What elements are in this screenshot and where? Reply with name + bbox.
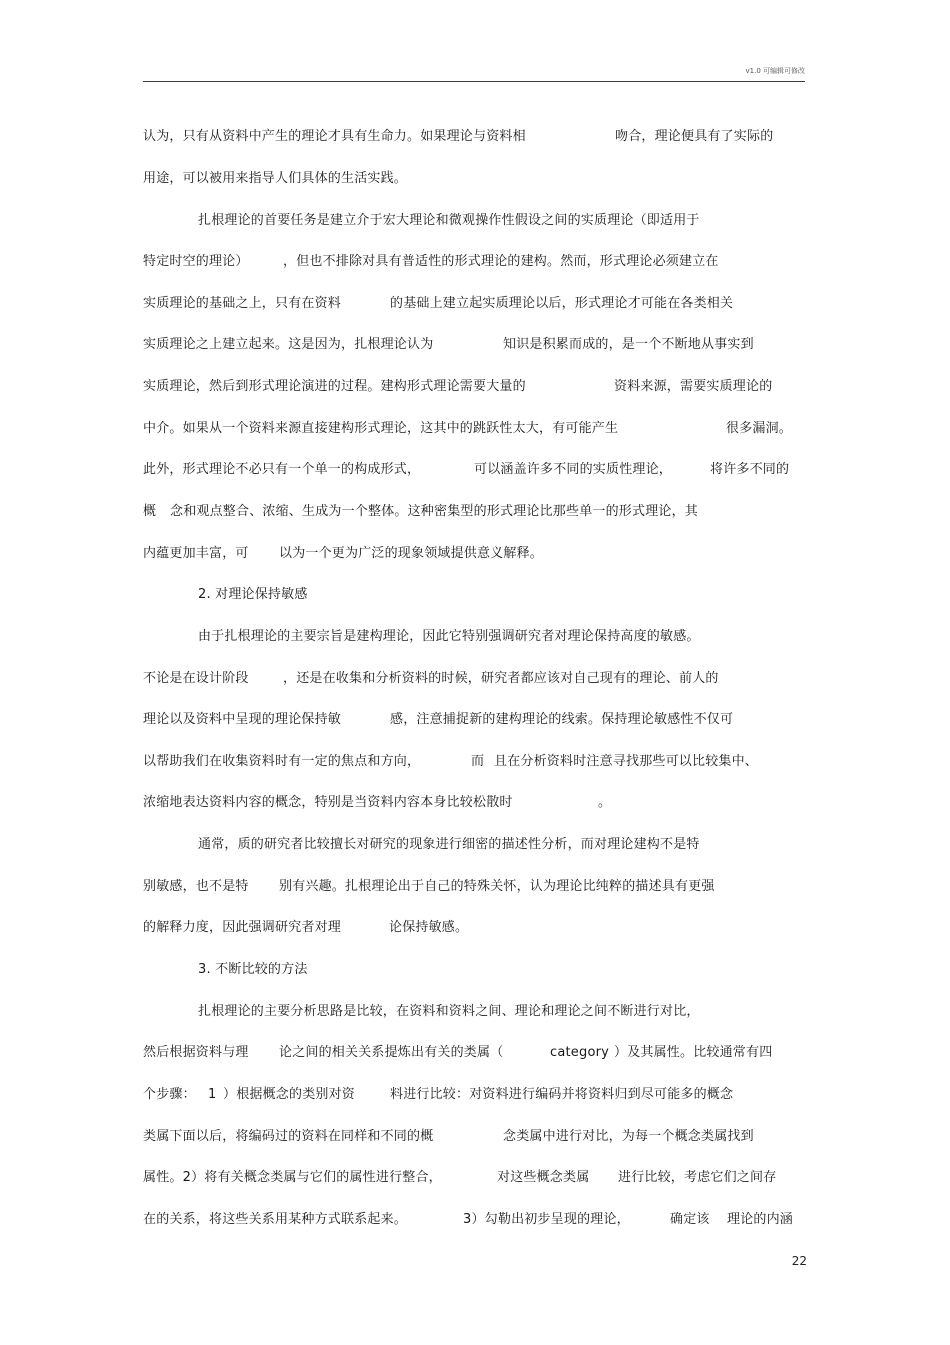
text-segment: 特定时空的理论） [143, 254, 249, 269]
text-segment: 2. 对理论保持敏感 [198, 587, 308, 602]
text-segment: 属性。2）将有关概念类属与它们的属性进行整合， [143, 1170, 442, 1185]
text-segment: 别敏感，也不是特 [143, 879, 249, 894]
text-segment: category [550, 1045, 610, 1060]
text-segment: 内蕴更加丰富，可 [143, 546, 249, 561]
text-line [0, 1169, 950, 1191]
text-segment: 确定该 [670, 1212, 710, 1227]
header-version-label: v1.0 可编辑可修改 [745, 67, 805, 75]
text-line [0, 753, 950, 775]
text-segment: 进行比较，考虑它们之间存 [618, 1170, 777, 1185]
text-segment: 可以涵盖许多不同的实质性理论， [474, 462, 673, 477]
section-heading [0, 961, 950, 983]
text-segment: 而 [471, 754, 485, 769]
text-segment: 然后根据资料与理 [143, 1045, 249, 1060]
text-segment: 以帮助我们在收集资料时有一定的焦点和方向， [143, 754, 421, 769]
text-line [0, 878, 950, 900]
text-line [0, 1211, 950, 1233]
text-line [0, 170, 950, 192]
text-line [0, 670, 950, 692]
text-segment: 通常，质的研究者比较擅长对研究的现象进行细密的描述性分析，而对理论建构不是特 [198, 837, 700, 852]
text-line [0, 1044, 950, 1066]
text-line [0, 461, 950, 483]
text-segment: 资料来源，需要实质理论的 [614, 379, 773, 394]
text-segment: 对这些概念类属 [497, 1170, 590, 1185]
text-segment: 用途，可以被用来指导人们具体的生活实践。 [143, 171, 408, 186]
text-line [0, 1086, 950, 1108]
text-line [0, 1003, 950, 1025]
text-segment: ）根据概念的类别对资 [223, 1087, 356, 1102]
text-segment: 3）勾勒出初步呈现的理论， [463, 1212, 630, 1227]
text-segment: 此外，形式理论不必只有一个单一的构成形式， [143, 462, 421, 477]
text-segment: 感，注意捕捉新的建构理论的线索。保持理论敏感性不仅可 [390, 712, 734, 727]
text-segment: 不论是在设计阶段 [143, 671, 249, 686]
text-line [0, 212, 950, 234]
text-line [0, 295, 950, 317]
text-segment: 认为，只有从资料中产生的理论才具有生命力。如果理论与资料相 [143, 129, 526, 144]
text-segment: 将许多不同的 [710, 462, 790, 477]
text-line [0, 336, 950, 358]
page-number: 22 [791, 1254, 807, 1268]
text-line [0, 420, 950, 442]
text-segment: 念类属中进行对比，为每一个概念类属找到 [503, 1129, 754, 1144]
text-segment: 料进行比较：对资料进行编码并将资料归到尽可能多的概念 [390, 1087, 734, 1102]
text-line [0, 253, 950, 275]
text-segment: 的基础上建立起实质理论以后，形式理论才可能在各类相关 [390, 296, 734, 311]
text-line [0, 711, 950, 733]
text-segment: 个步骤： [143, 1087, 196, 1102]
text-segment: 且在分析资料时注意寻找那些可以比较集中、 [494, 754, 759, 769]
text-line [0, 836, 950, 858]
text-segment: 论保持敏感。 [389, 920, 469, 935]
text-segment: 吻合，理论便具有了实际的 [615, 129, 774, 144]
text-segment: 别有兴趣。扎根理论出于自己的特殊关怀，认为理论比纯粹的描述具有更强 [279, 879, 715, 894]
text-line [0, 794, 950, 816]
text-segment: 由于扎根理论的主要宗旨是建构理论，因此它特别强调研究者对理论保持高度的敏感。 [198, 629, 700, 644]
text-segment: 实质理论的基础之上，只有在资料 [143, 296, 342, 311]
text-segment: 1 [208, 1087, 217, 1102]
header-divider [143, 81, 805, 82]
text-segment: 概 [143, 504, 157, 519]
text-segment: ，还是在收集和分析资料的时候，研究者都应该对自己现有的理论、前人的 [283, 671, 719, 686]
text-line [0, 128, 950, 150]
text-segment: 的解释力度，因此强调研究者对理 [143, 920, 342, 935]
text-segment: 理论以及资料中呈现的理论保持敏 [143, 712, 342, 727]
text-segment: 理论的内涵 [727, 1212, 794, 1227]
text-segment: 中介。如果从一个资料来源直接建构形式理论，这其中的跳跃性太大，有可能产生 [143, 421, 619, 436]
text-segment: ，但也不排除对具有普适性的形式理论的建构。然而，形式理论必须建立在 [283, 254, 719, 269]
text-segment: 实质理论，然后到形式理论演进的过程。建构形式理论需要大量的 [143, 379, 526, 394]
text-segment: 论之间的相关关系提炼出有关的类属（ [279, 1045, 504, 1060]
text-segment: 知识是积累而成的，是一个不断地从事实到 [503, 337, 754, 352]
text-segment: 念和观点整合、浓缩、生成为一个整体。这种密集型的形式理论比那些单一的形式理论，其 [170, 504, 699, 519]
text-segment: 类属下面以后，将编码过的资料在同样和不同的概 [143, 1129, 434, 1144]
text-line [0, 919, 950, 941]
text-segment: 扎根理论的主要分析思路是比较，在资料和资料之间、理论和理论之间不断进行对比， [198, 1004, 700, 1019]
text-segment: 3. 不断比较的方法 [198, 962, 308, 977]
text-segment: 扎根理论的首要任务是建立介于宏大理论和微观操作性假设之间的实质理论（即适用于 [198, 213, 700, 228]
text-segment: 浓缩地表达资料内容的概念，特别是当资料内容本身比较松散时 [143, 795, 513, 810]
text-line [0, 1128, 950, 1150]
text-segment: 。 [598, 795, 612, 810]
text-line [0, 628, 950, 650]
text-line [0, 545, 950, 567]
section-heading [0, 586, 950, 608]
text-line [0, 378, 950, 400]
text-segment: 很多漏洞。 [726, 421, 793, 436]
text-segment: ）及其属性。比较通常有四 [614, 1045, 773, 1060]
text-segment: 实质理论之上建立起来。这是因为，扎根理论认为 [143, 337, 434, 352]
text-segment: 在的关系，将这些关系用某种方式联系起来。 [143, 1212, 408, 1227]
text-line [0, 503, 950, 525]
text-segment: 以为一个更为广泛的现象领域提供意义解释。 [279, 546, 544, 561]
